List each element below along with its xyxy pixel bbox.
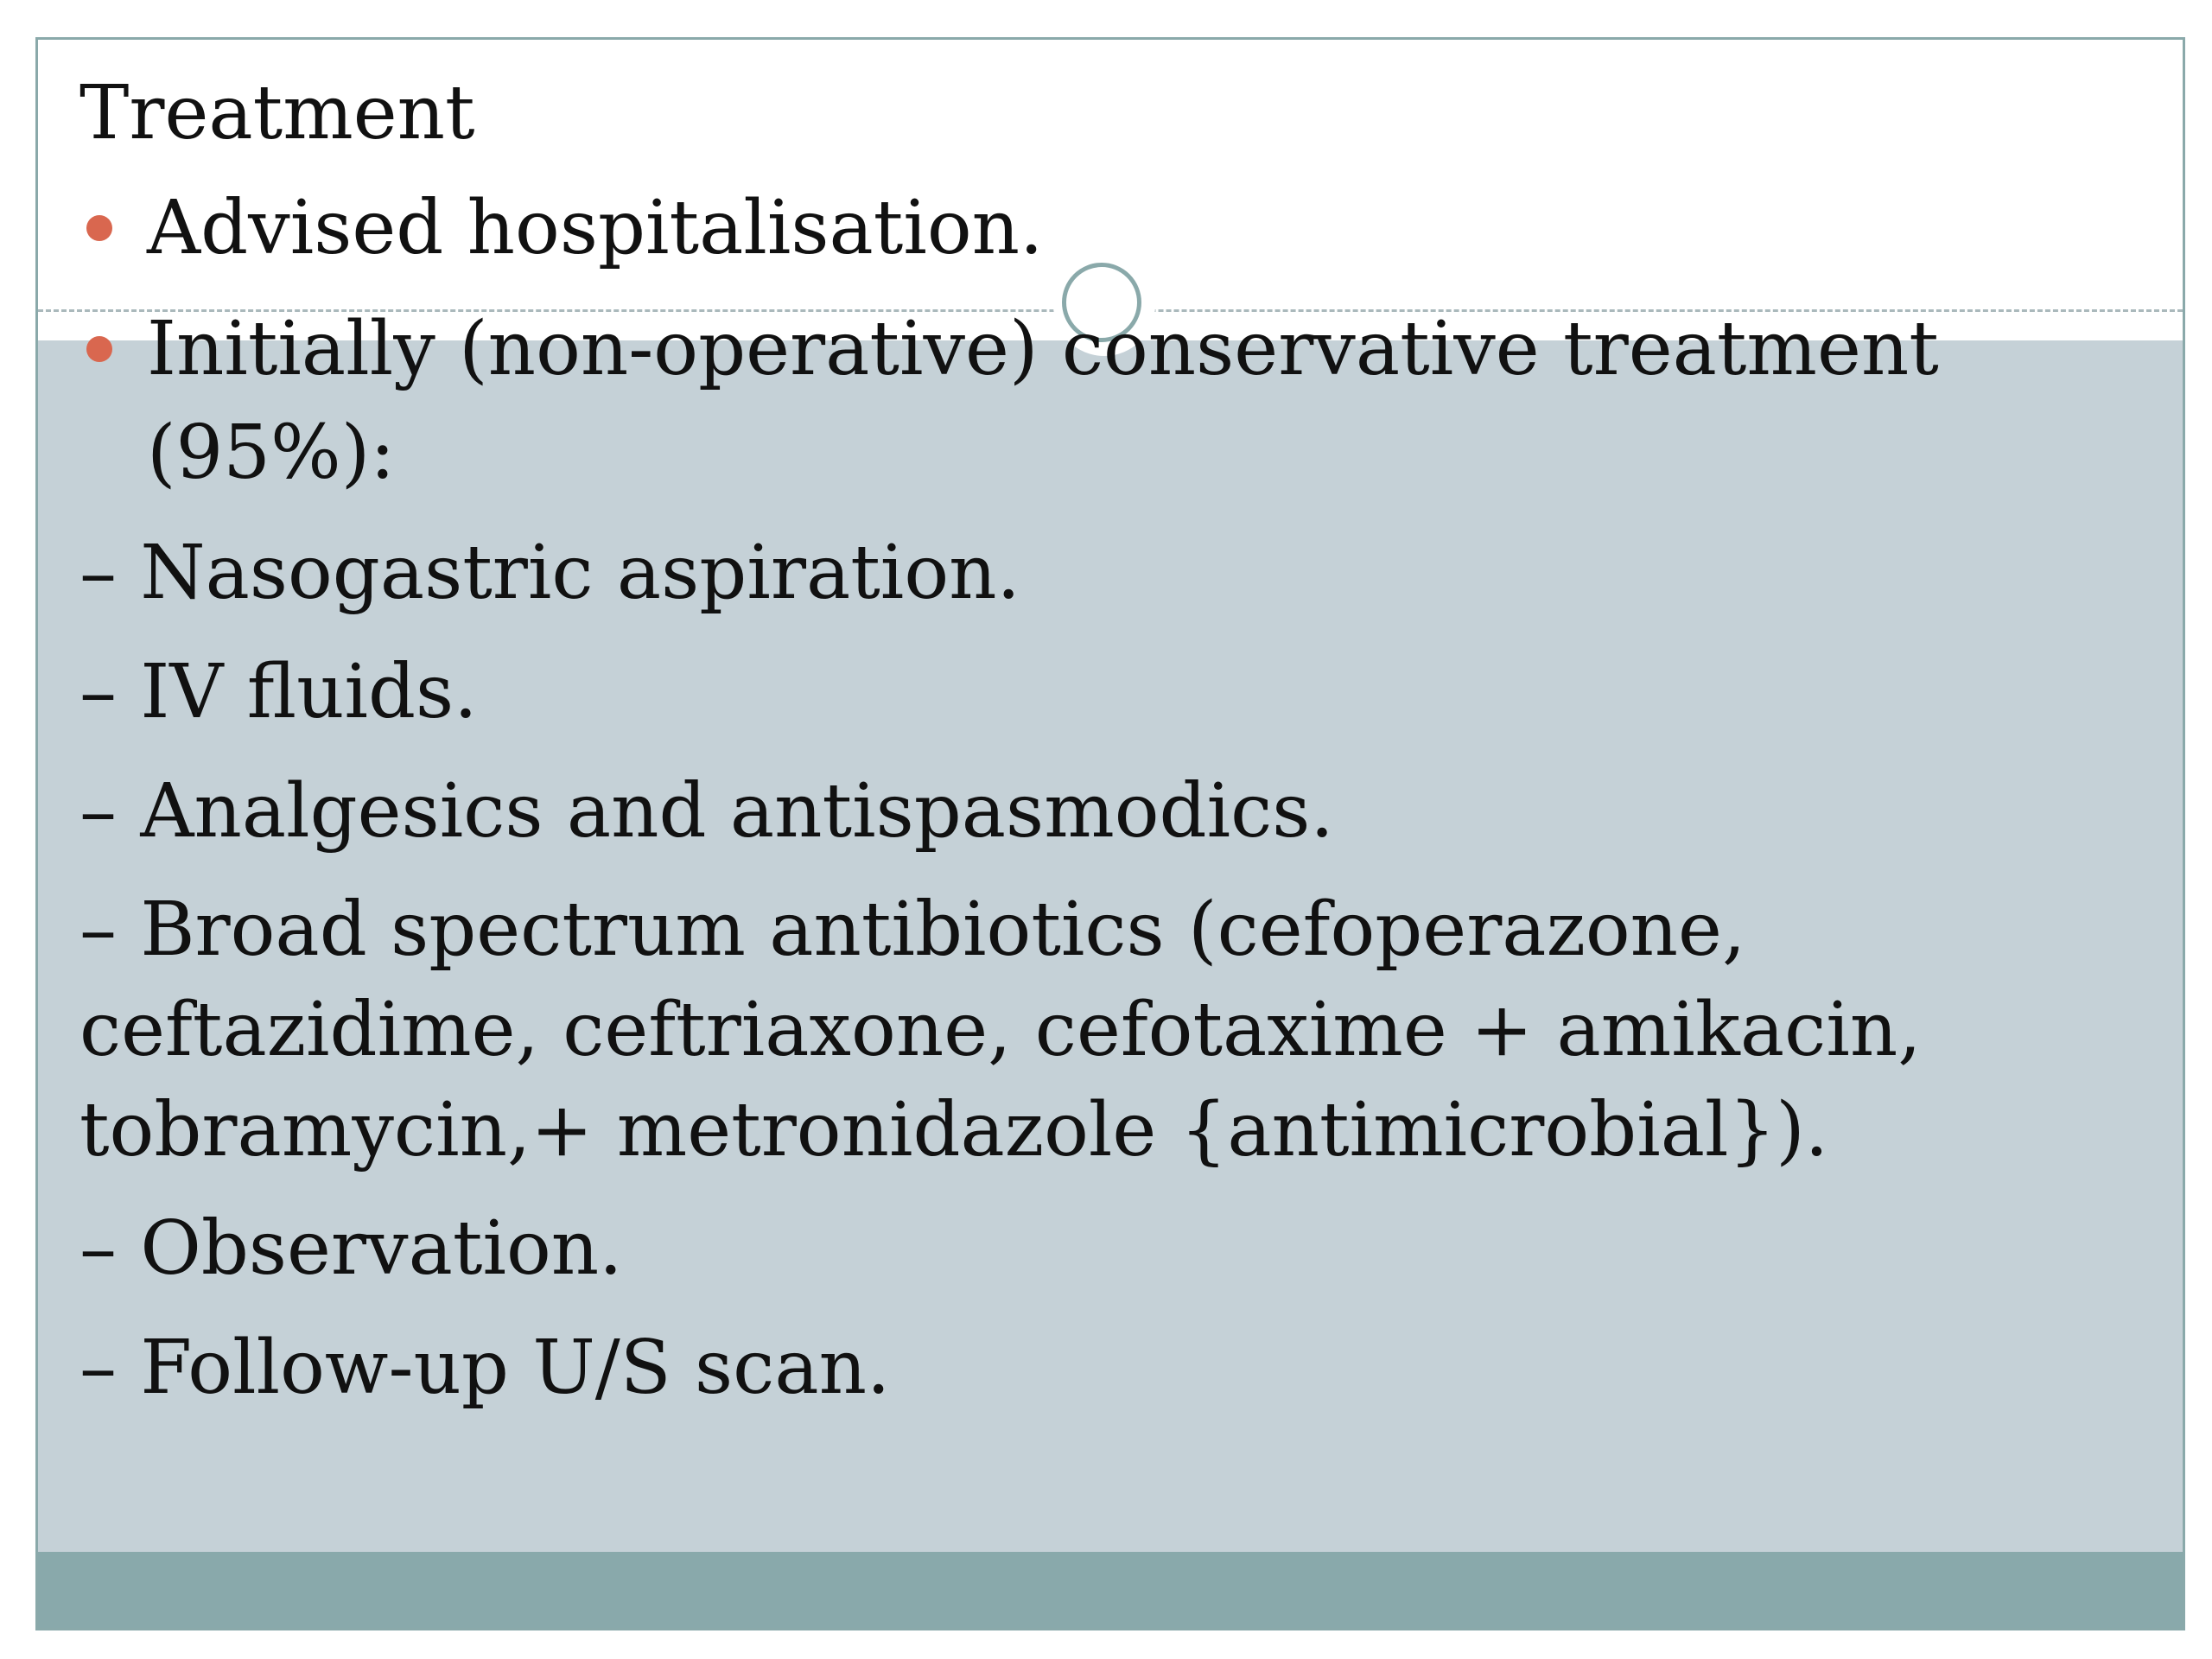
slide (35, 37, 2185, 1630)
slide-content (79, 57, 2131, 1436)
slide-title: Treatment (79, 70, 475, 156)
bullet-text: Initially (non-operative) conservative treatment (95%): (147, 306, 1939, 496)
sub-item: – Broad spectrum antibiotics (cefoperazone, ceftazidime, ceftriaxone, cefotaxime + amikacin, tobramycin,+ metronidazole {antimicrobial}). (79, 887, 1922, 1173)
sub-item: – Follow-up U/S scan. (79, 1325, 891, 1411)
sub-item: – Nasogastric aspiration. (79, 530, 1020, 616)
bullet-text: Advised hospitalisation. (147, 185, 1044, 271)
sub-item: – IV fluids. (79, 649, 478, 735)
bullet-item (79, 176, 2131, 280)
bullet-item (79, 297, 2131, 505)
bullet-dot-icon (86, 215, 112, 241)
sub-item: – Observation. (79, 1205, 623, 1292)
footer-bar (38, 1552, 2183, 1628)
bullet-dot-icon (86, 336, 112, 362)
sub-item: – Analgesics and antispasmodics. (79, 768, 1334, 855)
